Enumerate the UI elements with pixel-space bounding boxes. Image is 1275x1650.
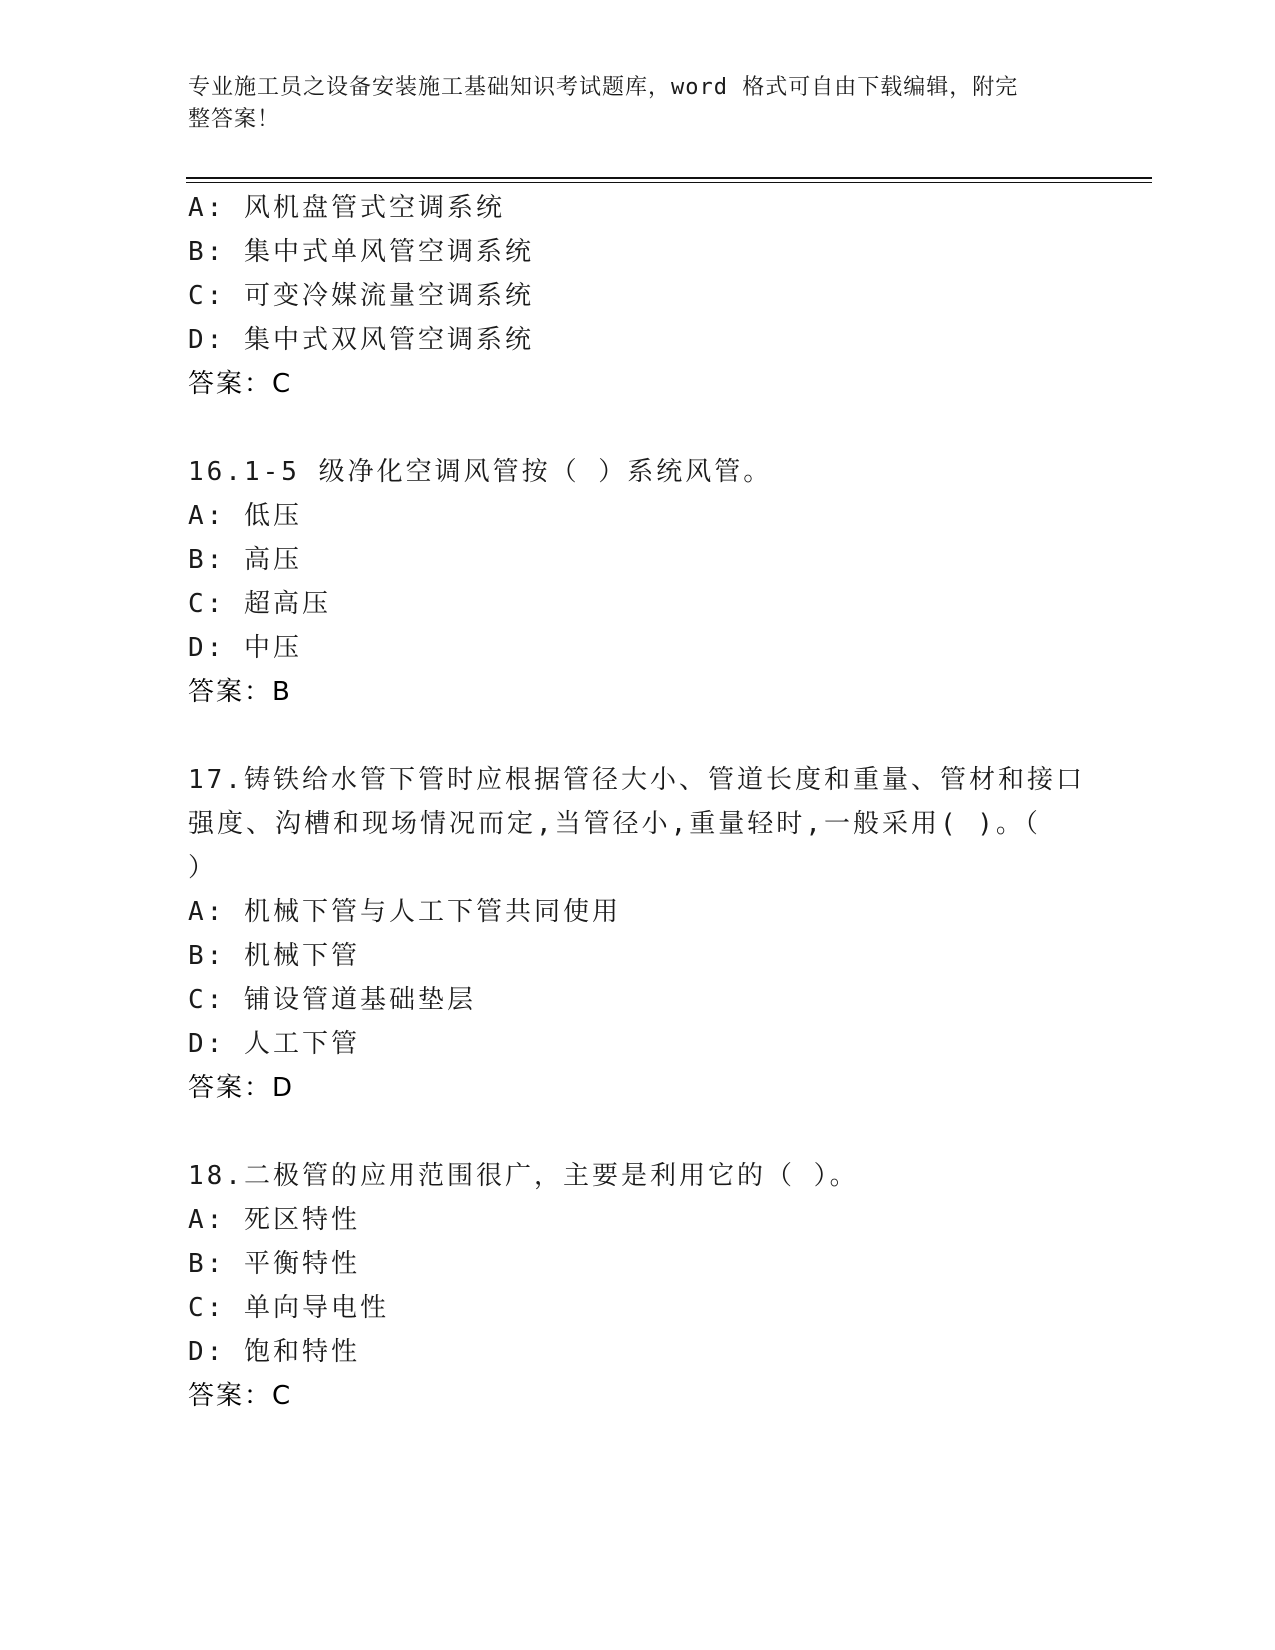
- q16-option-c: C: 超高压: [188, 589, 331, 619]
- q16-option-b: B: 高压: [188, 545, 302, 575]
- q16-stem: 16.1-5 级净化空调风管按（ ）系统风管。: [188, 457, 773, 487]
- q17-answer: 答案：D: [188, 1073, 295, 1103]
- q16-option-d: D: 中压: [188, 633, 302, 663]
- document-header: [188, 72, 1088, 136]
- q15-answer: 答案：C: [188, 369, 293, 399]
- q17-option-a: A: 机械下管与人工下管共同使用: [188, 897, 621, 927]
- q16-option-a: A: 低压: [188, 501, 302, 531]
- q17-stem-line-1: 17.铸铁给水管下管时应根据管径大小、管道长度和重量、管材和接口: [188, 765, 1085, 795]
- q15-option-a: A: 风机盘管式空调系统: [188, 193, 505, 223]
- q18-stem: 18.二极管的应用范围很广，主要是利用它的（ ）。: [188, 1161, 859, 1191]
- q15-option-c: C: 可变冷媒流量空调系统: [188, 281, 534, 311]
- q17-option-c: C: 铺设管道基础垫层: [188, 985, 476, 1015]
- q15-option-b: B: 集中式单风管空调系统: [188, 237, 534, 267]
- q17-stem-line-3: ）: [188, 853, 218, 883]
- q18-option-a: A: 死区特性: [188, 1205, 360, 1235]
- q16-answer: 答案：B: [188, 677, 292, 707]
- q18-option-c: C: 单向导电性: [188, 1293, 389, 1323]
- header-divider-thin: [186, 182, 1152, 183]
- header-line-1: 专业施工员之设备安装施工基础知识考试题库，word 格式可自由下载编辑，附完: [188, 75, 1019, 100]
- q18-option-b: B: 平衡特性: [188, 1249, 360, 1279]
- q18-answer: 答案：C: [188, 1381, 293, 1411]
- q15-option-d: D: 集中式双风管空调系统: [188, 325, 534, 355]
- header-line-2: 整答案！: [188, 107, 281, 132]
- header-divider-thick: [186, 177, 1152, 179]
- q17-option-b: B: 机械下管: [188, 941, 360, 971]
- q18-option-d: D: 饱和特性: [188, 1337, 360, 1367]
- q17-option-d: D: 人工下管: [188, 1029, 360, 1059]
- q17-stem-line-2: 强度、沟槽和现场情况而定,当管径小,重量轻时,一般采用( )。（: [188, 809, 1041, 839]
